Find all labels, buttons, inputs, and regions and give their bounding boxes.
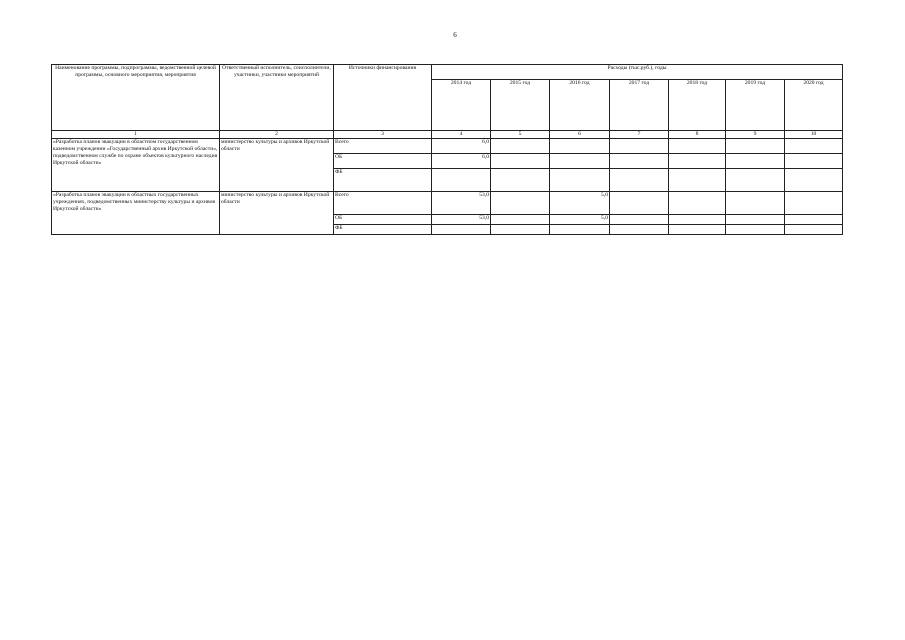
value-cell <box>669 192 726 215</box>
value-cell <box>550 169 610 192</box>
value-cell <box>726 192 785 215</box>
value-cell <box>785 215 843 225</box>
column-number: 5 <box>491 131 550 139</box>
table-row <box>52 139 843 154</box>
value-cell <box>726 215 785 225</box>
value-cell <box>669 225 726 235</box>
value-cell <box>491 225 550 235</box>
column-number: 1 <box>52 131 220 139</box>
value-cell <box>610 169 669 192</box>
value-cell <box>726 225 785 235</box>
value-cell <box>669 154 726 169</box>
column-number: 9 <box>726 131 785 139</box>
value-cell <box>432 169 491 192</box>
column-number: 3 <box>334 131 432 139</box>
value-cell: 53,0 <box>432 192 491 215</box>
header-year: 2017 год <box>610 80 669 131</box>
value-cell <box>726 169 785 192</box>
header-year: 2014 год <box>432 80 491 131</box>
column-number: 10 <box>785 131 843 139</box>
value-cell <box>669 139 726 154</box>
value-cell <box>550 154 610 169</box>
value-cell: 5,0 <box>550 215 610 225</box>
value-cell <box>669 169 726 192</box>
source-label: Всего <box>334 139 432 154</box>
column-number: 4 <box>432 131 491 139</box>
header-expenses: Расходы (тыс.руб.), годы <box>432 65 843 80</box>
value-cell <box>785 225 843 235</box>
value-cell <box>610 192 669 215</box>
value-cell <box>610 225 669 235</box>
source-label: ОБ <box>334 215 432 225</box>
value-cell <box>550 225 610 235</box>
column-number: 7 <box>610 131 669 139</box>
value-cell <box>432 225 491 235</box>
value-cell <box>491 169 550 192</box>
header-year: 2020 год <box>785 80 843 131</box>
value-cell <box>491 139 550 154</box>
source-label: Всего <box>334 192 432 215</box>
measure-name: «Разработка планов эвакуации в областном государственном казенном учреждении «Государственный архив Иркутской области», подведомственном службе по охране объектов культурного наследия Иркутской области» <box>52 139 220 192</box>
value-cell <box>610 139 669 154</box>
value-cell <box>491 215 550 225</box>
column-number: 8 <box>669 131 726 139</box>
header-year: 2019 год <box>726 80 785 131</box>
measure-executor: министерство культуры и архивов Иркутской области <box>220 139 334 192</box>
value-cell: 53,0 <box>432 215 491 225</box>
value-cell <box>785 169 843 192</box>
value-cell <box>785 192 843 215</box>
value-cell <box>726 139 785 154</box>
value-cell <box>610 154 669 169</box>
table-row <box>52 192 843 215</box>
value-cell: 6,0 <box>432 154 491 169</box>
value-cell <box>785 139 843 154</box>
header-year: 2018 год <box>669 80 726 131</box>
value-cell <box>785 154 843 169</box>
column-number: 2 <box>220 131 334 139</box>
value-cell <box>726 154 785 169</box>
value-cell: 6,0 <box>432 139 491 154</box>
header-year: 2016 год <box>550 80 610 131</box>
measure-name: «Разработка планов эвакуации в областных государственных учреждениях, подведомственных министерству культуры и архивов Иркутской области» <box>52 192 220 235</box>
budget-table <box>51 64 843 235</box>
measure-executor: министерство культуры и архивов Иркутской области <box>220 192 334 235</box>
value-cell <box>610 215 669 225</box>
header-year: 2015 год <box>491 80 550 131</box>
column-number: 6 <box>550 131 610 139</box>
source-label: ФБ <box>334 225 432 235</box>
value-cell <box>491 192 550 215</box>
header-name-column: Наименование программы, подпрограммы, ведомственной целевой программы, основного мероприятия, мероприятия <box>52 65 220 131</box>
page-number: 6 <box>453 31 457 39</box>
source-label: ОБ <box>334 154 432 169</box>
value-cell <box>550 139 610 154</box>
value-cell: 5,0 <box>550 192 610 215</box>
source-label: ФБ <box>334 169 432 192</box>
value-cell <box>669 215 726 225</box>
header-source-column: Источники финансирования <box>334 65 432 131</box>
value-cell <box>491 154 550 169</box>
header-executor-column: Ответственный исполнитель, соисполнители, участники, участники мероприятий <box>220 65 334 131</box>
